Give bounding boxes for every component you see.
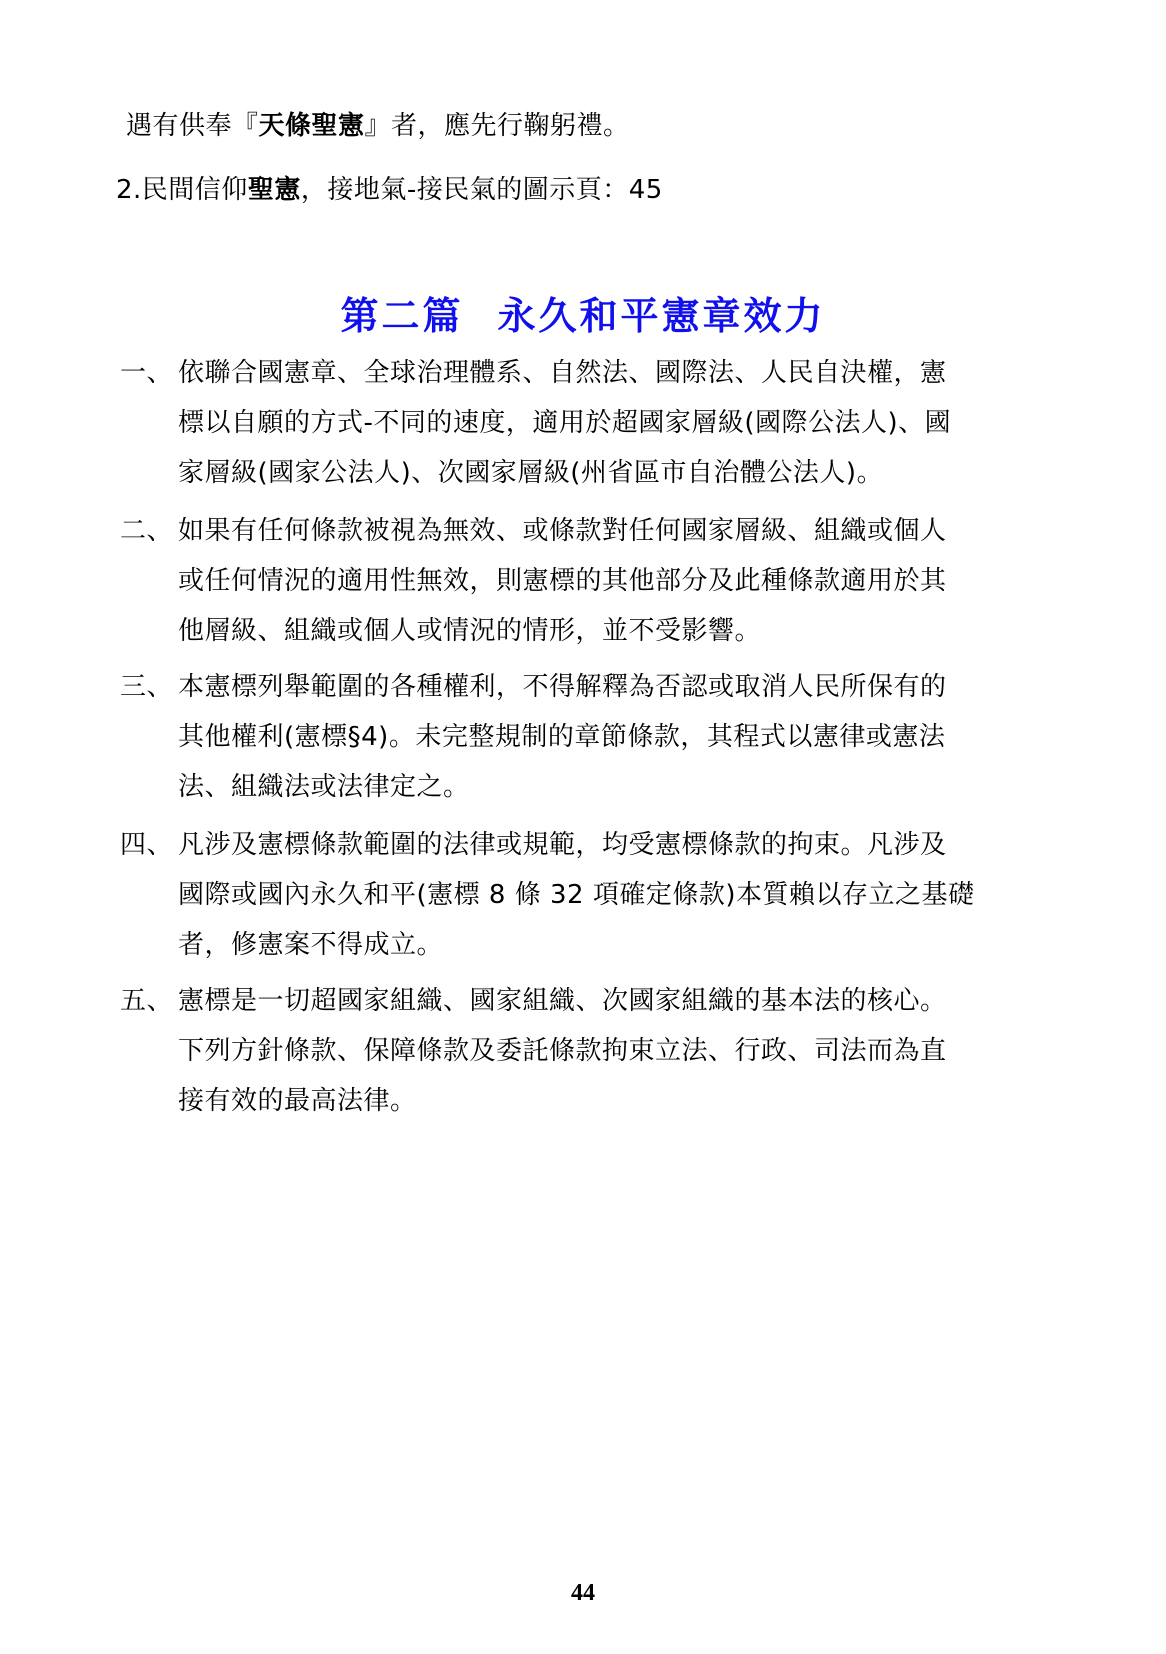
clause-line: 家層級(國家公法人)、次國家層級(州省區市自治體公法人)。 bbox=[178, 458, 884, 488]
clause-line: 者，修憲案不得成立。 bbox=[178, 930, 444, 960]
intro-line-2 bbox=[116, 172, 663, 208]
clause-line: 他層級、組織或個人或情況的情形，並不受影響。 bbox=[178, 616, 762, 646]
clause-line: 標以自願的方式-不同的速度，適用於超國家層級(國際公法人)、國 bbox=[178, 408, 952, 438]
intro-line-1-prefix: 遇有供奉『 bbox=[126, 111, 259, 141]
clause-number: 二、 bbox=[120, 516, 174, 546]
page-number: 44 bbox=[571, 1580, 595, 1606]
clause-line: 本憲標列舉範圍的各種權利，不得解釋為否認或取消人民所保有的 bbox=[178, 672, 947, 702]
clause-number: 三、 bbox=[120, 672, 174, 702]
clause-line: 憲標是一切超國家組織、國家組織、次國家組織的基本法的核心。 bbox=[178, 986, 947, 1016]
clause-body bbox=[178, 348, 951, 498]
clause-line: 如果有任何條款被視為無效、或條款對任何國家層級、組織或個人 bbox=[178, 516, 947, 546]
clause-body bbox=[178, 820, 974, 970]
clause-number: 五、 bbox=[120, 986, 174, 1016]
clause-line: 凡涉及憲標條款範圍的法律或規範，均受憲標條款的拘束。凡涉及 bbox=[178, 830, 947, 860]
clause-body bbox=[178, 506, 947, 656]
clause-line: 依聯合國憲章、全球治理體系、自然法、國際法、人民自決權，憲 bbox=[178, 358, 947, 388]
clause-body bbox=[178, 976, 947, 1126]
intro-line-2-suffix: ，接地氣-接民氣的圖示頁：45 bbox=[300, 175, 663, 205]
clause-body bbox=[178, 662, 947, 812]
section-heading-title: 永久和平憲章效力 bbox=[497, 294, 826, 338]
clause-line: 或任何情況的適用性無效，則憲標的其他部分及此種條款適用於其 bbox=[178, 566, 947, 596]
intro-line-1-suffix: 』者，應先行鞠躬禮。 bbox=[364, 111, 630, 141]
intro-line-1-bold: 天條聖憲 bbox=[258, 111, 365, 141]
clause-number: 四、 bbox=[120, 830, 174, 860]
clause-number: 一、 bbox=[120, 358, 174, 388]
clause-line: 接有效的最高法律。 bbox=[178, 1086, 417, 1116]
clause-line: 下列方針條款、保障條款及委託條款拘束立法、行政、司法而為直 bbox=[178, 1036, 947, 1066]
section-heading-part: 第二篇 bbox=[340, 294, 464, 338]
intro-line-1 bbox=[126, 108, 630, 144]
section-heading bbox=[0, 292, 1166, 340]
clause-line: 其他權利(憲標§4)。未完整規制的章節條款，其程式以憲律或憲法 bbox=[178, 722, 946, 752]
intro-line-2-bold: 聖憲 bbox=[247, 175, 301, 205]
clause-line: 國際或國內永久和平(憲標 8 條 32 項確定條款)本質賴以存立之基礎 bbox=[178, 880, 975, 910]
clause-line: 法、組織法或法律定之。 bbox=[178, 772, 470, 802]
intro-line-2-prefix: 2.民間信仰 bbox=[116, 175, 248, 205]
